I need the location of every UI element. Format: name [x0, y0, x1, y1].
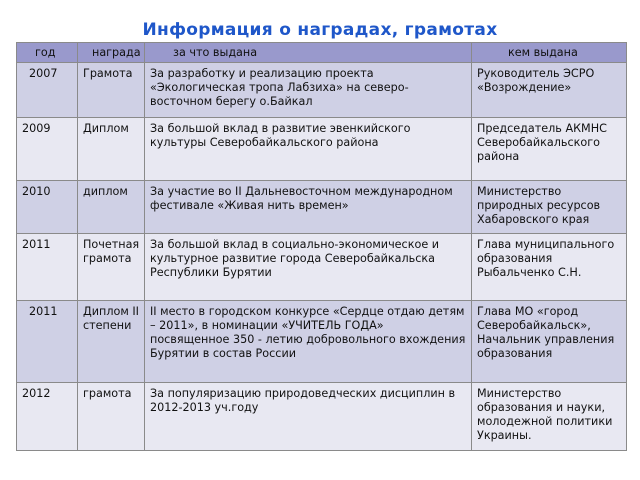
cell-issuer: Председатель АКМНС Северобайкальского района: [472, 118, 627, 181]
cell-year: 2012: [17, 383, 78, 451]
table-row: [17, 63, 627, 118]
awards-table: [16, 42, 627, 451]
cell-year: 2011: [17, 301, 78, 383]
header-award: награда: [78, 43, 145, 63]
cell-year: 2009: [17, 118, 78, 181]
cell-reason: За разработку и реализацию проекта «Экологическая тропа Лабзиха» на северо-восточном берегу о.Байкал: [145, 63, 472, 118]
cell-award: Диплом: [78, 118, 145, 181]
table-row: [17, 383, 627, 451]
page-title: Информация о наградах, грамотах: [142, 20, 498, 40]
cell-issuer: Министерство природных ресурсов Хабаровского края: [472, 181, 627, 234]
table-row: [17, 301, 627, 383]
header-issuer: кем выдана: [472, 43, 627, 63]
table-row: [17, 234, 627, 301]
cell-issuer: Глава МО «город Северобайкальск», Начальник управления образования: [472, 301, 627, 383]
table-header-row: [17, 43, 627, 63]
cell-reason: За популяризацию природоведческих дисциплин в 2012-2013 уч.году: [145, 383, 472, 451]
cell-issuer: Глава муниципального образования Рыбальченко С.Н.: [472, 234, 627, 301]
cell-award: Диплом II степени: [78, 301, 145, 383]
table-row: [17, 181, 627, 234]
table-row: [17, 118, 627, 181]
cell-reason: За большой вклад в развитие эвенкийского культуры Северобайкальского района: [145, 118, 472, 181]
cell-issuer: Руководитель ЭСРО «Возрождение»: [472, 63, 627, 118]
cell-award: Грамота: [78, 63, 145, 118]
cell-award: грамота: [78, 383, 145, 451]
cell-reason: За большой вклад в социально-экономическое и культурное развитие города Северобайкальска Республики Бурятии: [145, 234, 472, 301]
cell-award: Почетная грамота: [78, 234, 145, 301]
cell-year: 2011: [17, 234, 78, 301]
header-year: год: [17, 43, 78, 63]
header-reason: за что выдана: [145, 43, 472, 63]
cell-reason: За участие во II Дальневосточном международном фестивале «Живая нить времен»: [145, 181, 472, 234]
cell-issuer: Министерство образования и науки, молодежной политики Украины.: [472, 383, 627, 451]
cell-award: диплом: [78, 181, 145, 234]
cell-year: 2010: [17, 181, 78, 234]
cell-reason: II место в городском конкурсе «Сердце отдаю детям – 2011», в номинации «УЧИТЕЛЬ ГОДА» посвященное 350 - летию добровольного вхождения Бурятии в состав России: [145, 301, 472, 383]
cell-year: 2007: [17, 63, 78, 118]
